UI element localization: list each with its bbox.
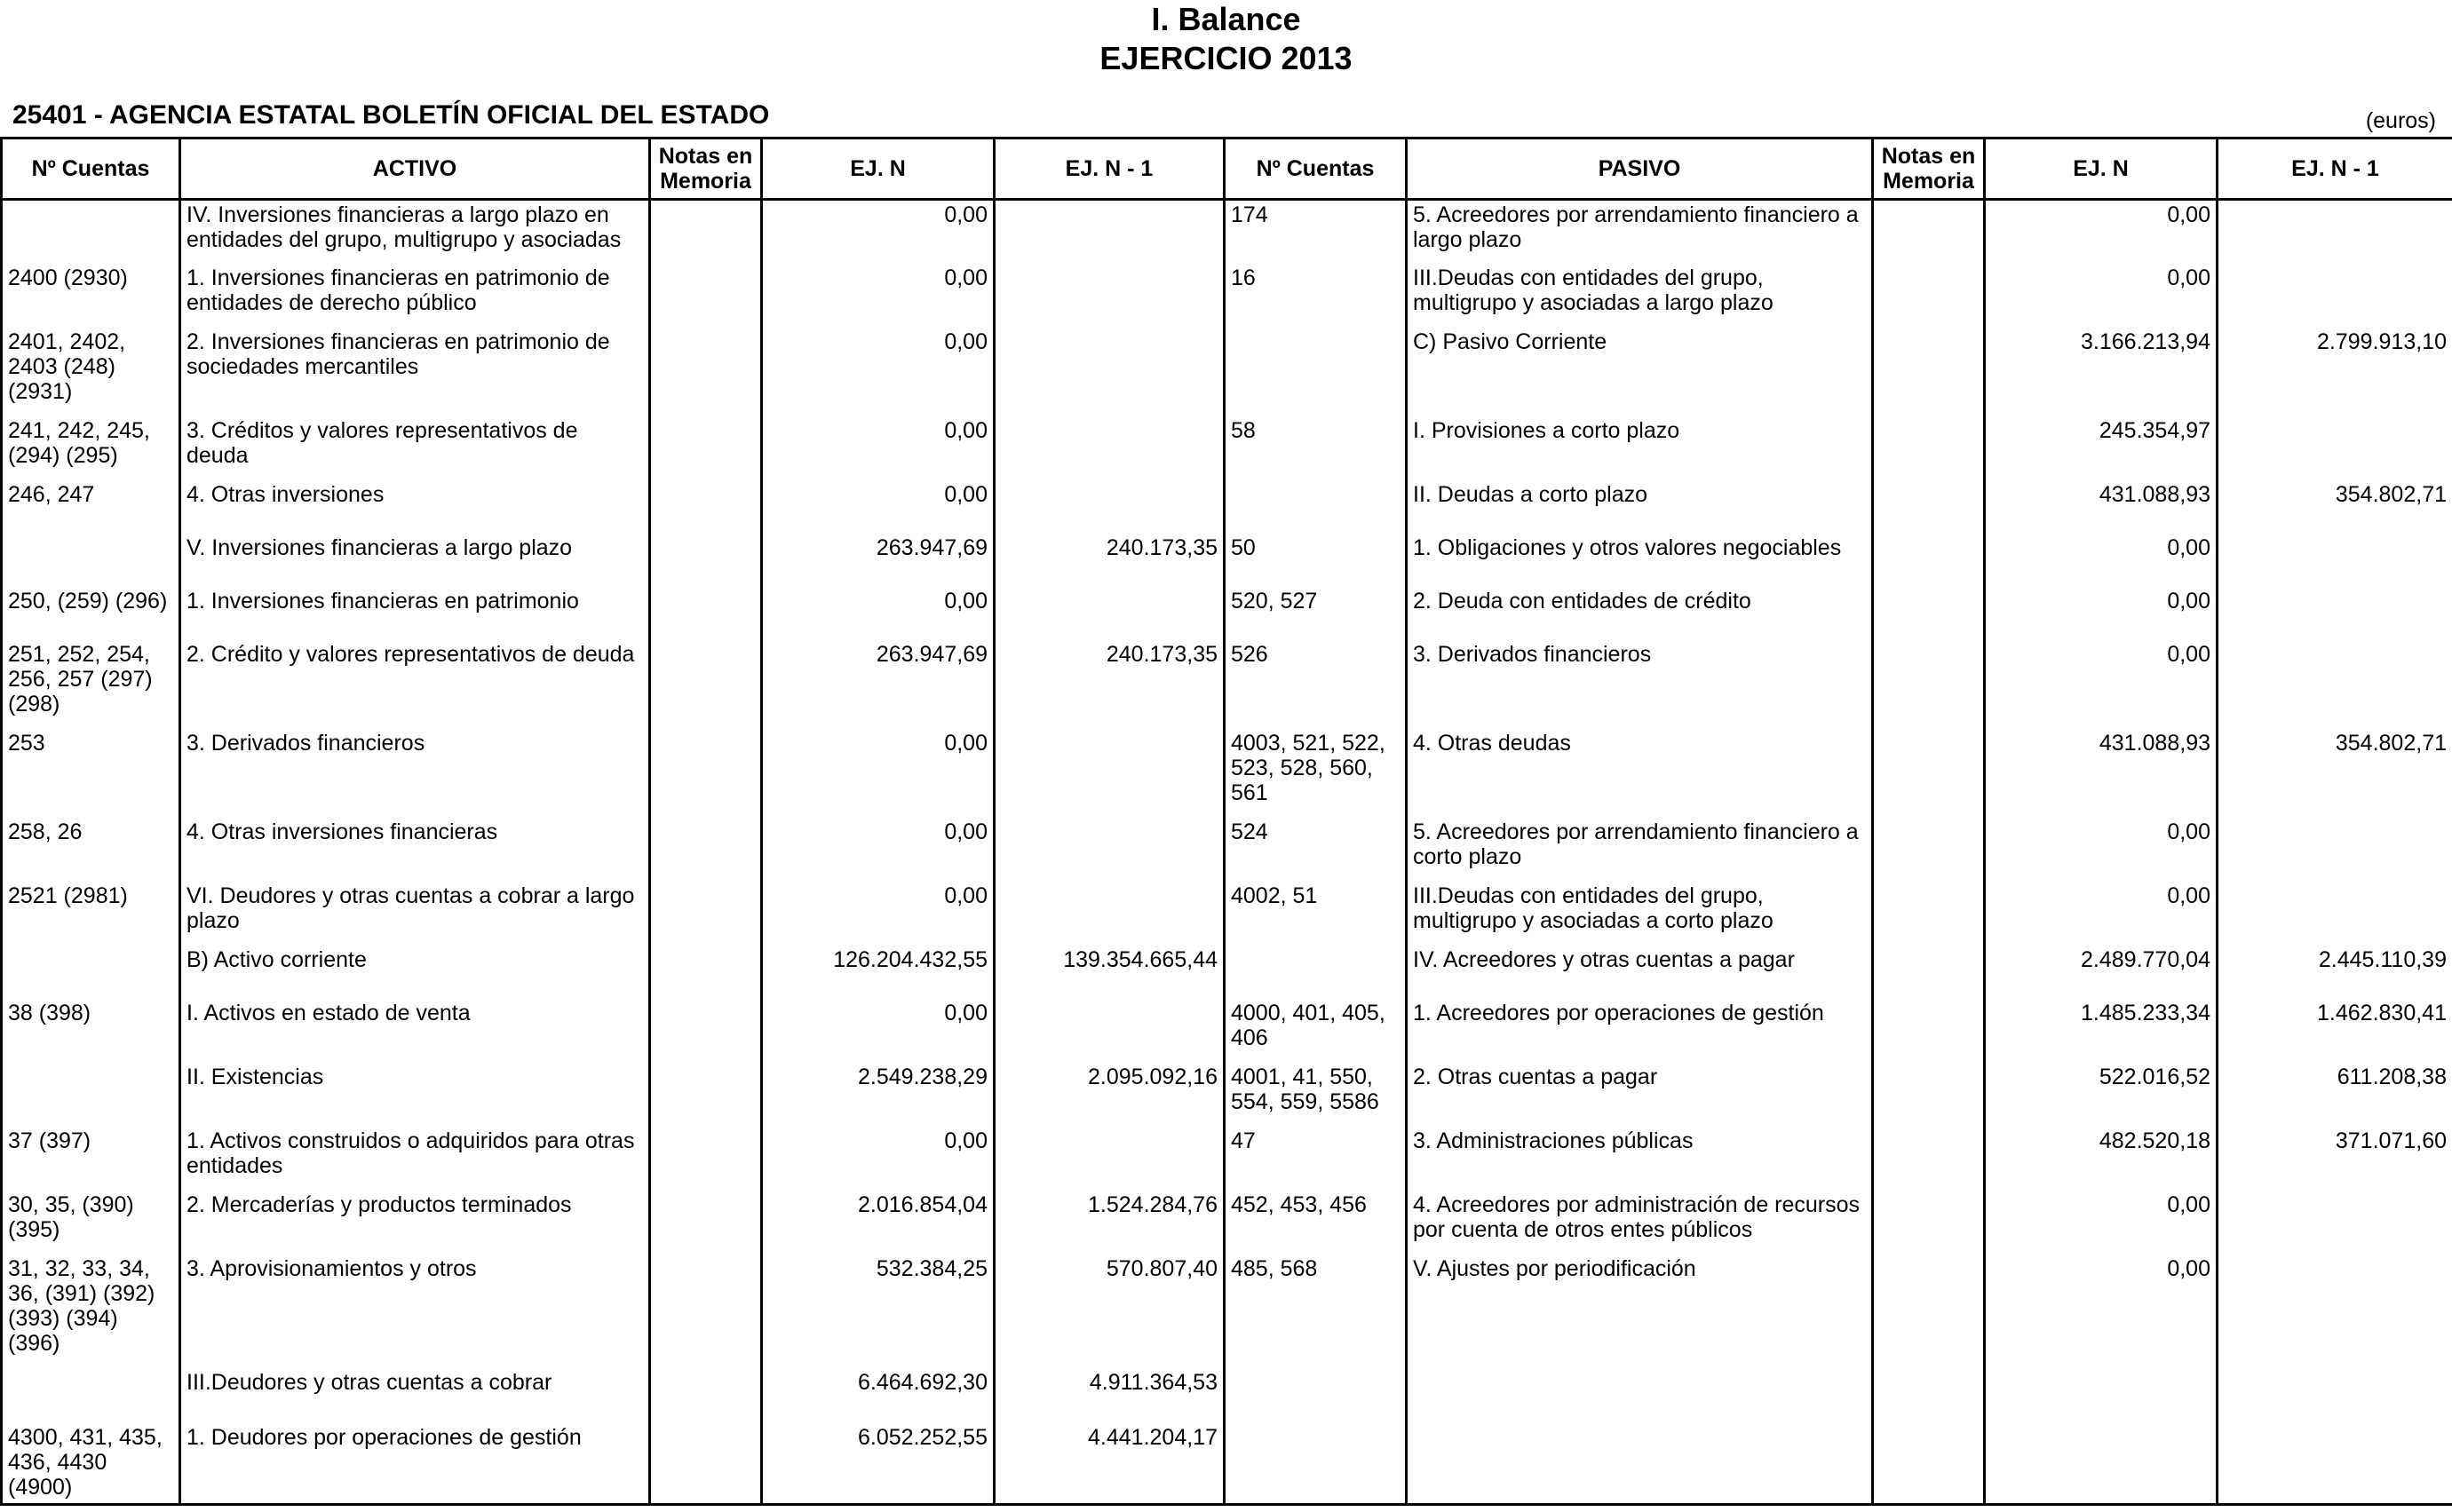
notas-pasivo <box>1873 1368 1985 1423</box>
account-codes-pasivo: 452, 453, 456 <box>1225 1191 1407 1255</box>
ejn-pasivo: 0,00 <box>1985 587 2218 640</box>
ejn1-pasivo <box>2218 200 2452 264</box>
notas-pasivo <box>1873 264 1985 328</box>
ejn-pasivo: 0,00 <box>1985 1255 2218 1368</box>
notas-pasivo <box>1873 480 1985 534</box>
notas-activo <box>650 1423 762 1505</box>
notas-pasivo <box>1873 882 1985 946</box>
ejn1-activo: 4.441.204,17 <box>995 1423 1225 1505</box>
account-codes-pasivo: 526 <box>1225 640 1407 729</box>
account-codes-pasivo: 4000, 401, 405, 406 <box>1225 999 1407 1063</box>
account-codes-pasivo: 16 <box>1225 264 1407 328</box>
activo-label: 1. Activos construidos o adquiridos para otras entidades <box>180 1127 650 1191</box>
notas-pasivo <box>1873 328 1985 416</box>
pasivo-label: 1. Obligaciones y otros valores negociables <box>1407 534 1873 587</box>
pasivo-label: I. Provisiones a corto plazo <box>1407 416 1873 480</box>
table-row <box>2 480 2452 534</box>
account-codes-pasivo: 47 <box>1225 1127 1407 1191</box>
ejn-activo: 0,00 <box>762 729 995 818</box>
table-row <box>2 640 2452 729</box>
ejn1-pasivo <box>2218 1423 2452 1505</box>
account-codes-pasivo: 4002, 51 <box>1225 882 1407 946</box>
ejn1-pasivo <box>2218 1255 2452 1368</box>
header-ejn1-activo: EJ. N - 1 <box>995 139 1225 200</box>
ejn-activo: 2.016.854,04 <box>762 1191 995 1255</box>
ejn-pasivo: 0,00 <box>1985 640 2218 729</box>
ejn-activo: 0,00 <box>762 1127 995 1191</box>
account-codes-pasivo: 4001, 41, 550, 554, 559, 5586 <box>1225 1063 1407 1127</box>
account-codes-activo: 2401, 2402, 2403 (248) (2931) <box>2 328 180 416</box>
account-codes-pasivo: 520, 527 <box>1225 587 1407 640</box>
ejn1-activo <box>995 818 1225 882</box>
table-row <box>2 999 2452 1063</box>
table-row <box>2 416 2452 480</box>
ejn1-activo: 2.095.092,16 <box>995 1063 1225 1127</box>
ejn-activo: 263.947,69 <box>762 640 995 729</box>
ejn1-pasivo <box>2218 640 2452 729</box>
ejn-pasivo: 0,00 <box>1985 200 2218 264</box>
report-header <box>0 0 2452 78</box>
activo-label: 2. Crédito y valores representativos de deuda <box>180 640 650 729</box>
activo-label: VI. Deudores y otras cuentas a cobrar a largo plazo <box>180 882 650 946</box>
pasivo-label: 4. Otras deudas <box>1407 729 1873 818</box>
activo-label: 3. Créditos y valores representativos de deuda <box>180 416 650 480</box>
ejn1-activo: 4.911.364,53 <box>995 1368 1225 1423</box>
ejn1-pasivo <box>2218 1368 2452 1423</box>
table-row <box>2 587 2452 640</box>
table-row <box>2 1063 2452 1127</box>
notas-activo <box>650 818 762 882</box>
entity-name: 25401 - AGENCIA ESTATAL BOLETÍN OFICIAL DEL ESTADO <box>12 100 770 130</box>
pasivo-label: 5. Acreedores por arrendamiento financiero a corto plazo <box>1407 818 1873 882</box>
ejn1-activo <box>995 587 1225 640</box>
table-row <box>2 200 2452 264</box>
notas-activo <box>650 328 762 416</box>
ejn1-activo: 570.807,40 <box>995 1255 1225 1368</box>
account-codes-activo: 38 (398) <box>2 999 180 1063</box>
notas-pasivo <box>1873 640 1985 729</box>
ejn-activo: 263.947,69 <box>762 534 995 587</box>
ejn1-activo: 139.354.665,44 <box>995 946 1225 999</box>
ejn-pasivo: 0,00 <box>1985 264 2218 328</box>
account-codes-pasivo <box>1225 946 1407 999</box>
activo-label: 4. Otras inversiones financieras <box>180 818 650 882</box>
currency-units: (euros) <box>2365 108 2436 133</box>
notas-activo <box>650 480 762 534</box>
ejn-activo: 126.204.432,55 <box>762 946 995 999</box>
account-codes-activo: 2521 (2981) <box>2 882 180 946</box>
pasivo-label: III.Deudas con entidades del grupo, multigrupo y asociadas a corto plazo <box>1407 882 1873 946</box>
header-notas-activo: Notas en Memoria <box>650 139 762 200</box>
ejn-pasivo: 431.088,93 <box>1985 480 2218 534</box>
report-subtitle: EJERCICIO 2013 <box>1099 40 1353 76</box>
notas-pasivo <box>1873 1191 1985 1255</box>
ejn-pasivo: 0,00 <box>1985 882 2218 946</box>
account-codes-activo <box>2 946 180 999</box>
ejn-pasivo: 482.520,18 <box>1985 1127 2218 1191</box>
ejn-activo: 0,00 <box>762 818 995 882</box>
ejn1-activo <box>995 328 1225 416</box>
ejn-pasivo: 0,00 <box>1985 818 2218 882</box>
account-codes-pasivo <box>1225 480 1407 534</box>
account-codes-pasivo: 524 <box>1225 818 1407 882</box>
notas-activo <box>650 946 762 999</box>
ejn-activo: 0,00 <box>762 264 995 328</box>
account-codes-pasivo: 485, 568 <box>1225 1255 1407 1368</box>
ejn1-activo: 240.173,35 <box>995 534 1225 587</box>
table-row <box>2 1423 2452 1505</box>
notas-activo <box>650 640 762 729</box>
notas-activo <box>650 534 762 587</box>
ejn1-activo <box>995 264 1225 328</box>
table-row <box>2 1255 2452 1368</box>
ejn1-activo: 1.524.284,76 <box>995 1191 1225 1255</box>
ejn-activo: 0,00 <box>762 999 995 1063</box>
ejn-pasivo <box>1985 1368 2218 1423</box>
ejn1-activo <box>995 200 1225 264</box>
notas-activo <box>650 264 762 328</box>
table-row <box>2 818 2452 882</box>
activo-label: IV. Inversiones financieras a largo plazo en entidades del grupo, multigrupo y asociadas <box>180 200 650 264</box>
ejn1-activo <box>995 1127 1225 1191</box>
ejn-pasivo: 3.166.213,94 <box>1985 328 2218 416</box>
ejn1-pasivo: 354.802,71 <box>2218 729 2452 818</box>
header-ejn1-pasivo: EJ. N - 1 <box>2218 139 2452 200</box>
pasivo-label: 1. Acreedores por operaciones de gestión <box>1407 999 1873 1063</box>
ejn-pasivo: 245.354,97 <box>1985 416 2218 480</box>
account-codes-activo: 241, 242, 245, (294) (295) <box>2 416 180 480</box>
ejn-activo: 0,00 <box>762 587 995 640</box>
notas-pasivo <box>1873 818 1985 882</box>
ejn-activo: 0,00 <box>762 200 995 264</box>
ejn-activo: 0,00 <box>762 882 995 946</box>
ejn1-pasivo: 2.799.913,10 <box>2218 328 2452 416</box>
table-row <box>2 1127 2452 1191</box>
ejn-pasivo: 0,00 <box>1985 1191 2218 1255</box>
ejn1-pasivo <box>2218 587 2452 640</box>
notas-activo <box>650 416 762 480</box>
notas-pasivo <box>1873 1127 1985 1191</box>
ejn1-pasivo: 2.445.110,39 <box>2218 946 2452 999</box>
account-codes-activo: 251, 252, 254, 256, 257 (297) (298) <box>2 640 180 729</box>
account-codes-activo <box>2 534 180 587</box>
ejn-activo: 532.384,25 <box>762 1255 995 1368</box>
notas-activo <box>650 587 762 640</box>
table-row <box>2 1368 2452 1423</box>
table-row <box>2 1191 2452 1255</box>
table-row <box>2 328 2452 416</box>
notas-activo <box>650 1127 762 1191</box>
notas-activo <box>650 1255 762 1368</box>
ejn1-pasivo <box>2218 818 2452 882</box>
pasivo-label: III.Deudas con entidades del grupo, multigrupo y asociadas a largo plazo <box>1407 264 1873 328</box>
activo-label: 3. Aprovisionamientos y otros <box>180 1255 650 1368</box>
account-codes-activo: 37 (397) <box>2 1127 180 1191</box>
header-activo: ACTIVO <box>180 139 650 200</box>
notas-activo <box>650 729 762 818</box>
account-codes-activo <box>2 200 180 264</box>
account-codes-pasivo: 50 <box>1225 534 1407 587</box>
ejn-pasivo: 1.485.233,34 <box>1985 999 2218 1063</box>
header-ejn-pasivo: EJ. N <box>1985 139 2218 200</box>
balance-table-body <box>2 200 2452 1505</box>
account-codes-activo: 246, 247 <box>2 480 180 534</box>
pasivo-label: C) Pasivo Corriente <box>1407 328 1873 416</box>
activo-label: I. Activos en estado de venta <box>180 999 650 1063</box>
account-codes-pasivo <box>1225 328 1407 416</box>
ejn1-activo <box>995 999 1225 1063</box>
account-codes-activo: 4300, 431, 435, 436, 4430 (4900) <box>2 1423 180 1505</box>
ejn1-pasivo: 1.462.830,41 <box>2218 999 2452 1063</box>
ejn1-pasivo <box>2218 534 2452 587</box>
pasivo-label: 4. Acreedores por administración de recursos por cuenta de otros entes públicos <box>1407 1191 1873 1255</box>
notas-pasivo <box>1873 587 1985 640</box>
account-codes-pasivo: 58 <box>1225 416 1407 480</box>
notas-pasivo <box>1873 416 1985 480</box>
notas-pasivo <box>1873 200 1985 264</box>
ejn-activo: 0,00 <box>762 480 995 534</box>
account-codes-activo: 30, 35, (390) (395) <box>2 1191 180 1255</box>
account-codes-activo <box>2 1063 180 1127</box>
notas-pasivo <box>1873 946 1985 999</box>
notas-activo <box>650 1063 762 1127</box>
pasivo-label: 3. Administraciones públicas <box>1407 1127 1873 1191</box>
ejn-pasivo: 2.489.770,04 <box>1985 946 2218 999</box>
activo-label: 1. Inversiones financieras en patrimonio <box>180 587 650 640</box>
notas-pasivo <box>1873 534 1985 587</box>
account-codes-activo: 253 <box>2 729 180 818</box>
balance-table <box>0 137 2452 1506</box>
pasivo-label: V. Ajustes por periodificación <box>1407 1255 1873 1368</box>
table-row <box>2 882 2452 946</box>
ejn1-pasivo: 611.208,38 <box>2218 1063 2452 1127</box>
account-codes-activo: 258, 26 <box>2 818 180 882</box>
account-codes-pasivo: 4003, 521, 522, 523, 528, 560, 561 <box>1225 729 1407 818</box>
activo-label: 1. Inversiones financieras en patrimonio de entidades de derecho público <box>180 264 650 328</box>
activo-label: 3. Derivados financieros <box>180 729 650 818</box>
account-codes-activo: 2400 (2930) <box>2 264 180 328</box>
pasivo-label: II. Deudas a corto plazo <box>1407 480 1873 534</box>
table-header-row <box>2 139 2452 200</box>
ejn-pasivo <box>1985 1423 2218 1505</box>
ejn1-activo: 240.173,35 <box>995 640 1225 729</box>
header-cuentas-pasivo: Nº Cuentas <box>1225 139 1407 200</box>
pasivo-label: 5. Acreedores por arrendamiento financiero a largo plazo <box>1407 200 1873 264</box>
report-title: I. Balance <box>1151 1 1301 37</box>
activo-label: 1. Deudores por operaciones de gestión <box>180 1423 650 1505</box>
ejn-activo: 6.052.252,55 <box>762 1423 995 1505</box>
ejn1-pasivo <box>2218 264 2452 328</box>
ejn1-pasivo: 371.071,60 <box>2218 1127 2452 1191</box>
header-ejn-activo: EJ. N <box>762 139 995 200</box>
table-row <box>2 729 2452 818</box>
activo-label: B) Activo corriente <box>180 946 650 999</box>
account-codes-activo: 31, 32, 33, 34, 36, (391) (392) (393) (394) (396) <box>2 1255 180 1368</box>
notas-activo <box>650 1368 762 1423</box>
header-cuentas-activo: Nº Cuentas <box>2 139 180 200</box>
ejn1-pasivo <box>2218 1191 2452 1255</box>
ejn1-pasivo <box>2218 882 2452 946</box>
header-pasivo: PASIVO <box>1407 139 1873 200</box>
table-row <box>2 534 2452 587</box>
pasivo-label: 3. Derivados financieros <box>1407 640 1873 729</box>
ejn-activo: 6.464.692,30 <box>762 1368 995 1423</box>
header-notas-pasivo: Notas en Memoria <box>1873 139 1985 200</box>
account-codes-activo <box>2 1368 180 1423</box>
activo-label: II. Existencias <box>180 1063 650 1127</box>
activo-label: III.Deudores y otras cuentas a cobrar <box>180 1368 650 1423</box>
activo-label: 4. Otras inversiones <box>180 480 650 534</box>
ejn-pasivo: 0,00 <box>1985 534 2218 587</box>
ejn1-pasivo <box>2218 416 2452 480</box>
pasivo-label: 2. Deuda con entidades de crédito <box>1407 587 1873 640</box>
notas-activo <box>650 200 762 264</box>
activo-label: V. Inversiones financieras a largo plazo <box>180 534 650 587</box>
table-row <box>2 946 2452 999</box>
notas-pasivo <box>1873 1063 1985 1127</box>
pasivo-label: IV. Acreedores y otras cuentas a pagar <box>1407 946 1873 999</box>
ejn1-activo <box>995 729 1225 818</box>
pasivo-label <box>1407 1423 1873 1505</box>
account-codes-pasivo <box>1225 1368 1407 1423</box>
ejn-pasivo: 431.088,93 <box>1985 729 2218 818</box>
notas-pasivo <box>1873 729 1985 818</box>
activo-label: 2. Mercaderías y productos terminados <box>180 1191 650 1255</box>
notas-activo <box>650 999 762 1063</box>
account-codes-activo: 250, (259) (296) <box>2 587 180 640</box>
ejn-activo: 0,00 <box>762 328 995 416</box>
ejn1-activo <box>995 882 1225 946</box>
ejn-pasivo: 522.016,52 <box>1985 1063 2218 1127</box>
notas-pasivo <box>1873 1423 1985 1505</box>
activo-label: 2. Inversiones financieras en patrimonio de sociedades mercantiles <box>180 328 650 416</box>
ejn1-activo <box>995 480 1225 534</box>
ejn-activo: 2.549.238,29 <box>762 1063 995 1127</box>
pasivo-label <box>1407 1368 1873 1423</box>
ejn-activo: 0,00 <box>762 416 995 480</box>
pasivo-label: 2. Otras cuentas a pagar <box>1407 1063 1873 1127</box>
ejn1-pasivo: 354.802,71 <box>2218 480 2452 534</box>
notas-activo <box>650 1191 762 1255</box>
account-codes-pasivo: 174 <box>1225 200 1407 264</box>
notas-pasivo <box>1873 1255 1985 1368</box>
account-codes-pasivo <box>1225 1423 1407 1505</box>
ejn1-activo <box>995 416 1225 480</box>
table-row <box>2 264 2452 328</box>
notas-pasivo <box>1873 999 1985 1063</box>
notas-activo <box>650 882 762 946</box>
